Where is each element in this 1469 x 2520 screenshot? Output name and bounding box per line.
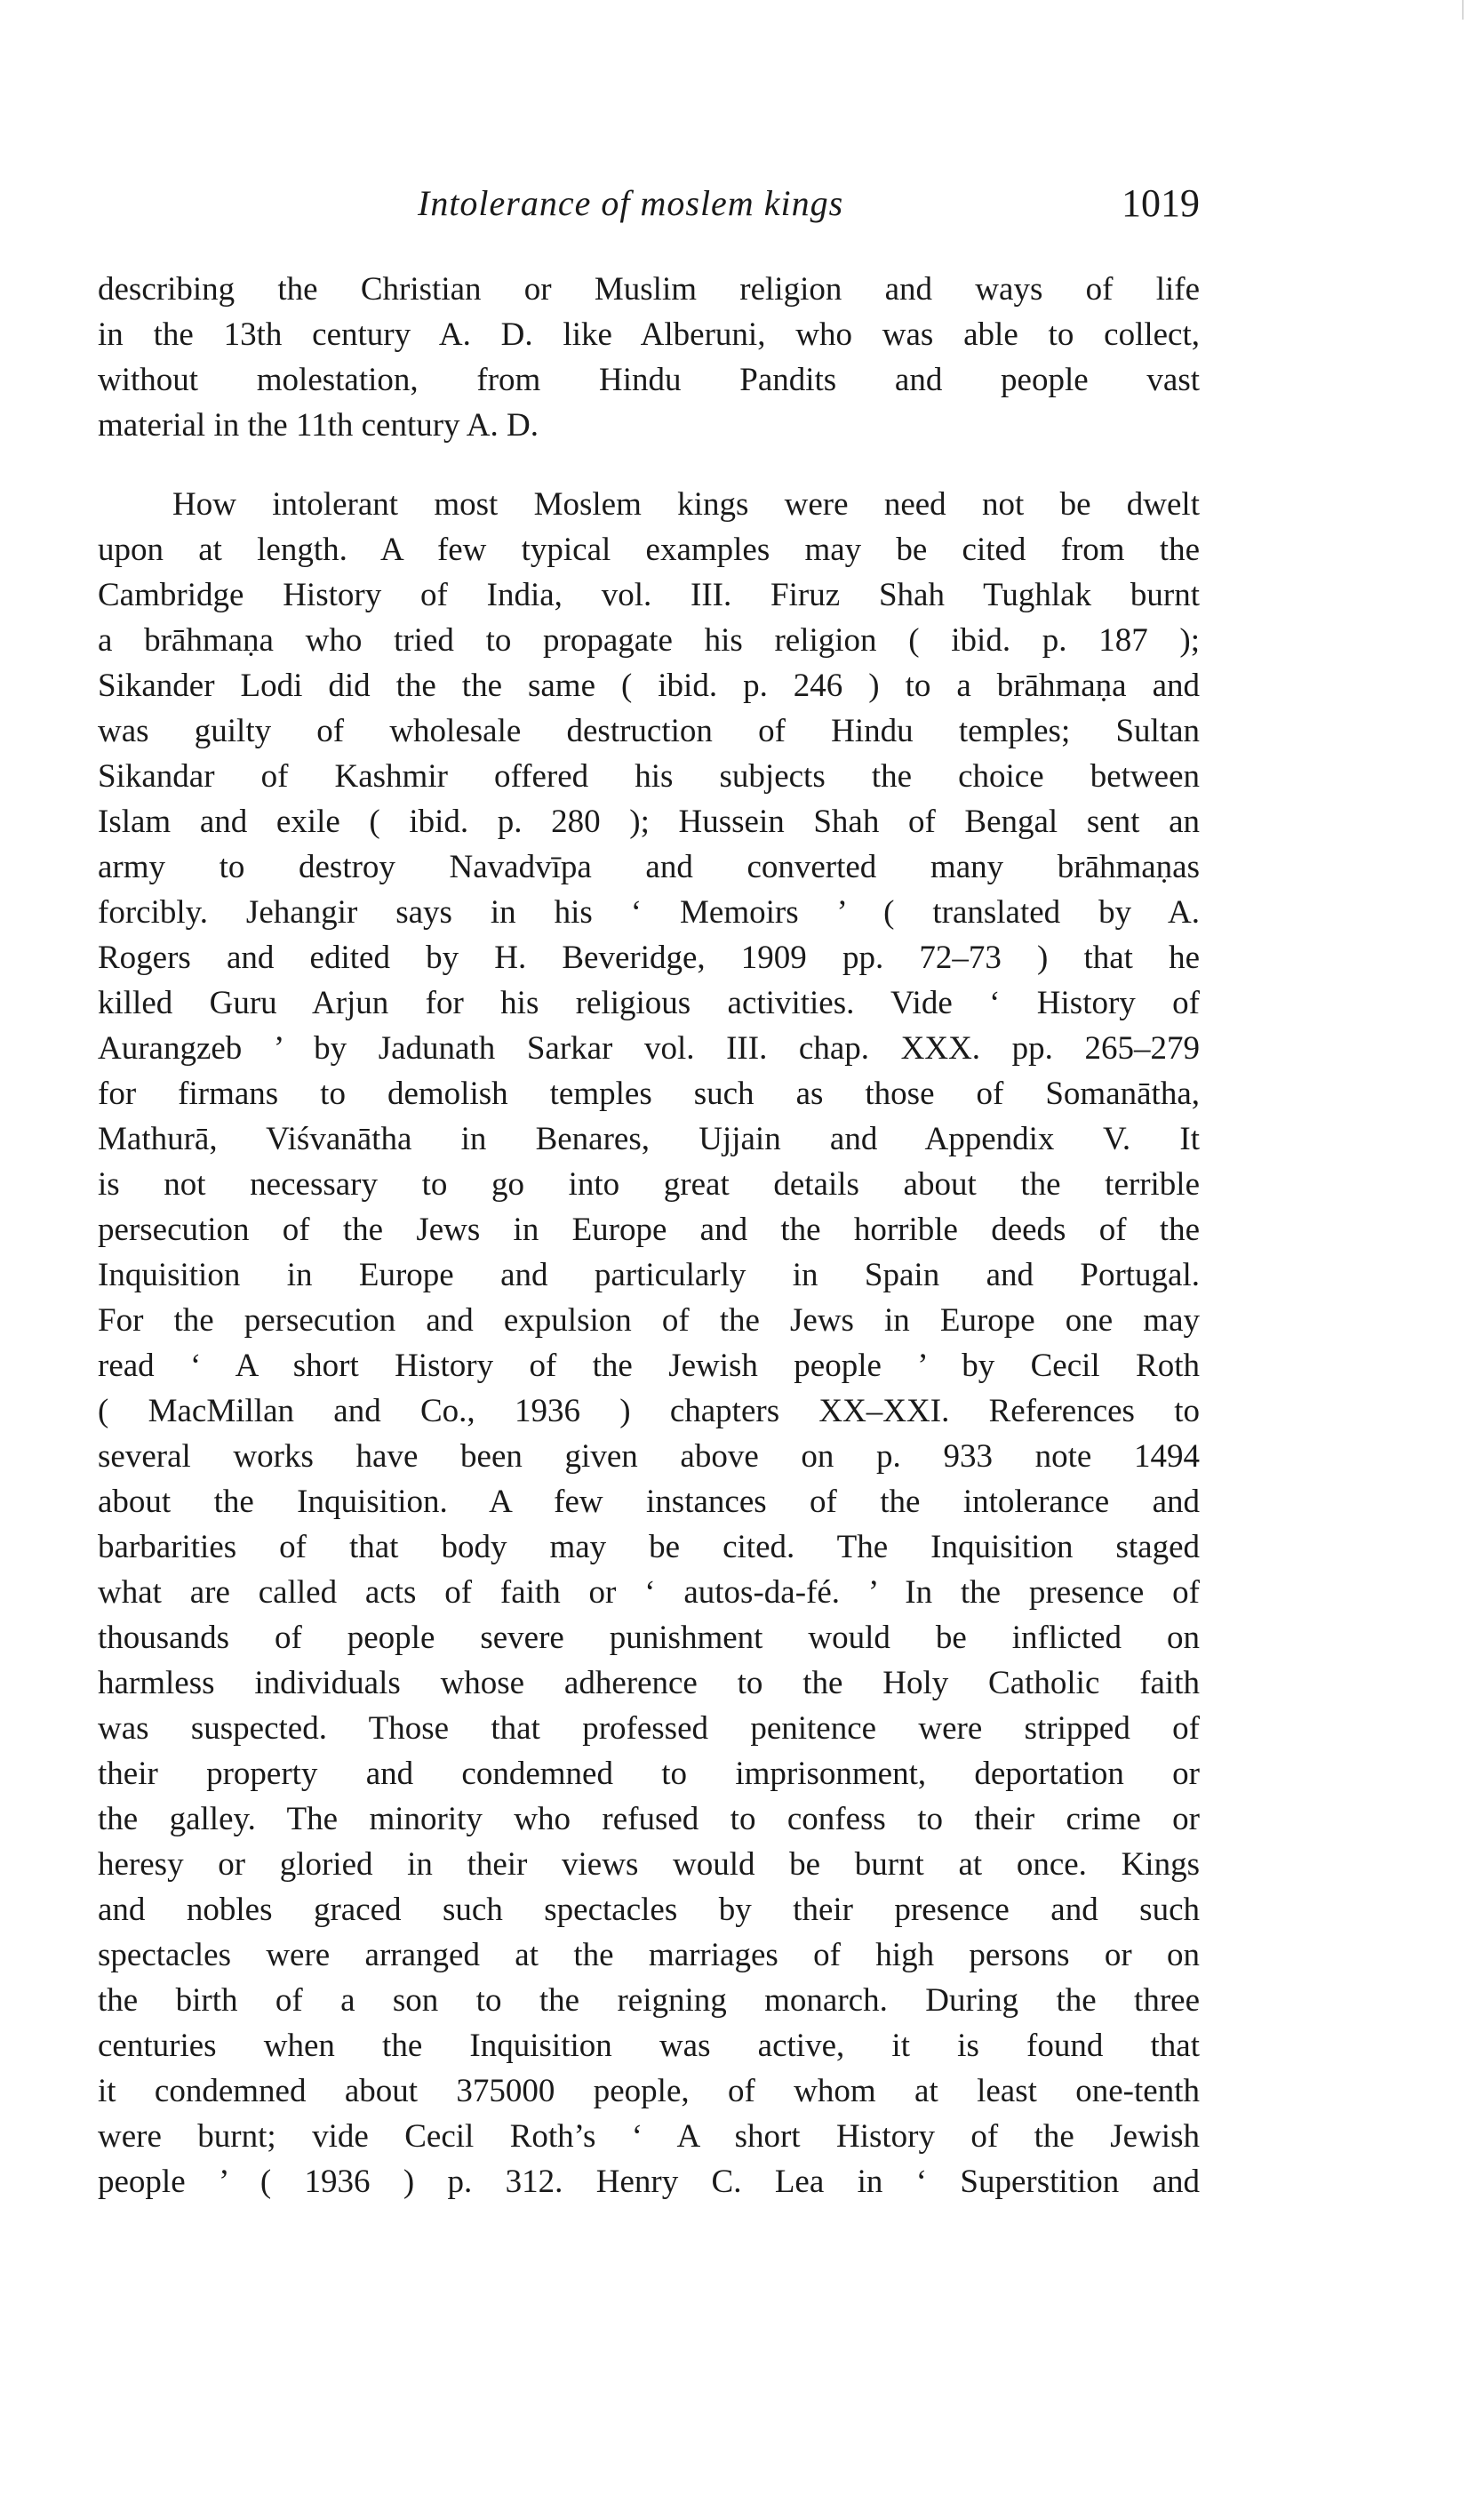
text-line: How intolerant most Moslem kings were need not be dwelt	[172, 486, 1200, 523]
text-line: describing the Christian or Muslim religion and ways of life	[98, 271, 1200, 308]
text-line: For the persecution and expulsion of the Jews in Europe one may	[98, 1302, 1200, 1339]
text-line: Aurangzeb ’ by Jadunath Sarkar vol. III. chap. XXX. pp. 265–279	[98, 1030, 1200, 1067]
text-line: about the Inquisition. A few instances of the intolerance and	[98, 1484, 1200, 1520]
text-line: and nobles graced such spectacles by their presence and such	[98, 1892, 1200, 1928]
page-number: 1019	[1122, 181, 1200, 225]
text-line: Cambridge History of India, vol. III. Firuz Shah Tughlak burnt	[98, 577, 1200, 613]
text-line: it condemned about 375000 people, of whom at least one-tenth	[98, 2073, 1200, 2109]
text-line: is not necessary to go into great details about the terrible	[98, 1166, 1200, 1203]
text-line: for firmans to demolish temples such as those of Somanātha,	[98, 1076, 1200, 1112]
text-line: material in the 11th century A. D.	[98, 407, 539, 444]
text-line: were burnt; vide Cecil Roth’s ‘ A short History of the Jewish	[98, 2118, 1200, 2155]
text-line: a brāhmaṇa who tried to propagate his religion ( ibid. p. 187 );	[98, 622, 1200, 659]
text-line: in the 13th century A. D. like Alberuni, who was able to collect,	[98, 316, 1200, 353]
text-line: heresy or gloried in their views would be burnt at once. Kings	[98, 1846, 1200, 1883]
text-line: read ‘ A short History of the Jewish people ’ by Cecil Roth	[98, 1348, 1200, 1384]
running-title: Intolerance of moslem kings	[418, 183, 844, 223]
text-line: upon at length. A few typical examples may be cited from the	[98, 532, 1200, 568]
text-line: spectacles were arranged at the marriages of high persons or on	[98, 1937, 1200, 1973]
paragraph-gap	[98, 448, 1200, 482]
text-line: Islam and exile ( ibid. p. 280 ); Hussein Shah of Bengal sent an	[98, 804, 1200, 840]
text-line: killed Guru Arjun for his religious activities. Vide ‘ History of	[98, 985, 1200, 1021]
text-line: their property and condemned to imprisonment, deportation or	[98, 1756, 1200, 1792]
paragraph	[98, 267, 1200, 448]
text-line: Sikander Lodi did the the same ( ibid. p. 246 ) to a brāhmaṇa and	[98, 668, 1200, 704]
text-line: Rogers and edited by H. Beveridge, 1909 pp. 72–73 ) that he	[98, 940, 1200, 976]
text-line: Mathurā, Viśvanātha in Benares, Ujjain and Appendix V. It	[98, 1121, 1200, 1157]
paragraph	[98, 482, 1200, 2204]
text-line: people ’ ( 1936 ) p. 312. Henry C. Lea in ‘ Superstition and	[98, 2164, 1200, 2200]
text-line: army to destroy Navadvīpa and converted many brāhmaṇas	[98, 849, 1200, 885]
text-line: ( MacMillan and Co., 1936 ) chapters XX–XXI. References to	[98, 1393, 1200, 1429]
running-head	[98, 182, 1200, 236]
text-line: the galley. The minority who refused to confess to their crime or	[98, 1801, 1200, 1837]
text-line: Inquisition in Europe and particularly in Spain and Portugal.	[98, 1257, 1200, 1293]
text-line: persecution of the Jews in Europe and the horrible deeds of the	[98, 1212, 1200, 1248]
text-line: forcibly. Jehangir says in his ‘ Memoirs ’ ( translated by A.	[98, 894, 1200, 931]
text-line: without molestation, from Hindu Pandits and people vast	[98, 362, 1200, 398]
text-line: Sikandar of Kashmir offered his subjects the choice between	[98, 758, 1200, 795]
text-line: thousands of people severe punishment would be inflicted on	[98, 1620, 1200, 1656]
text-line: barbarities of that body may be cited. The Inquisition staged	[98, 1529, 1200, 1565]
text-line: was suspected. Those that professed penitence were stripped of	[98, 1710, 1200, 1747]
body-text	[98, 267, 1200, 2204]
text-line: centuries when the Inquisition was active, it is found that	[98, 2028, 1200, 2064]
text-line: the birth of a son to the reigning monarch. During the three	[98, 1982, 1200, 2019]
text-line: several works have been given above on p. 933 note 1494	[98, 1438, 1200, 1475]
text-line: what are called acts of faith or ‘ autos-da-fé. ’ In the presence of	[98, 1574, 1200, 1611]
page-edge-mark	[1462, 0, 1464, 20]
text-line: harmless individuals whose adherence to the Holy Catholic faith	[98, 1665, 1200, 1701]
text-line: was guilty of wholesale destruction of Hindu temples; Sultan	[98, 713, 1200, 749]
